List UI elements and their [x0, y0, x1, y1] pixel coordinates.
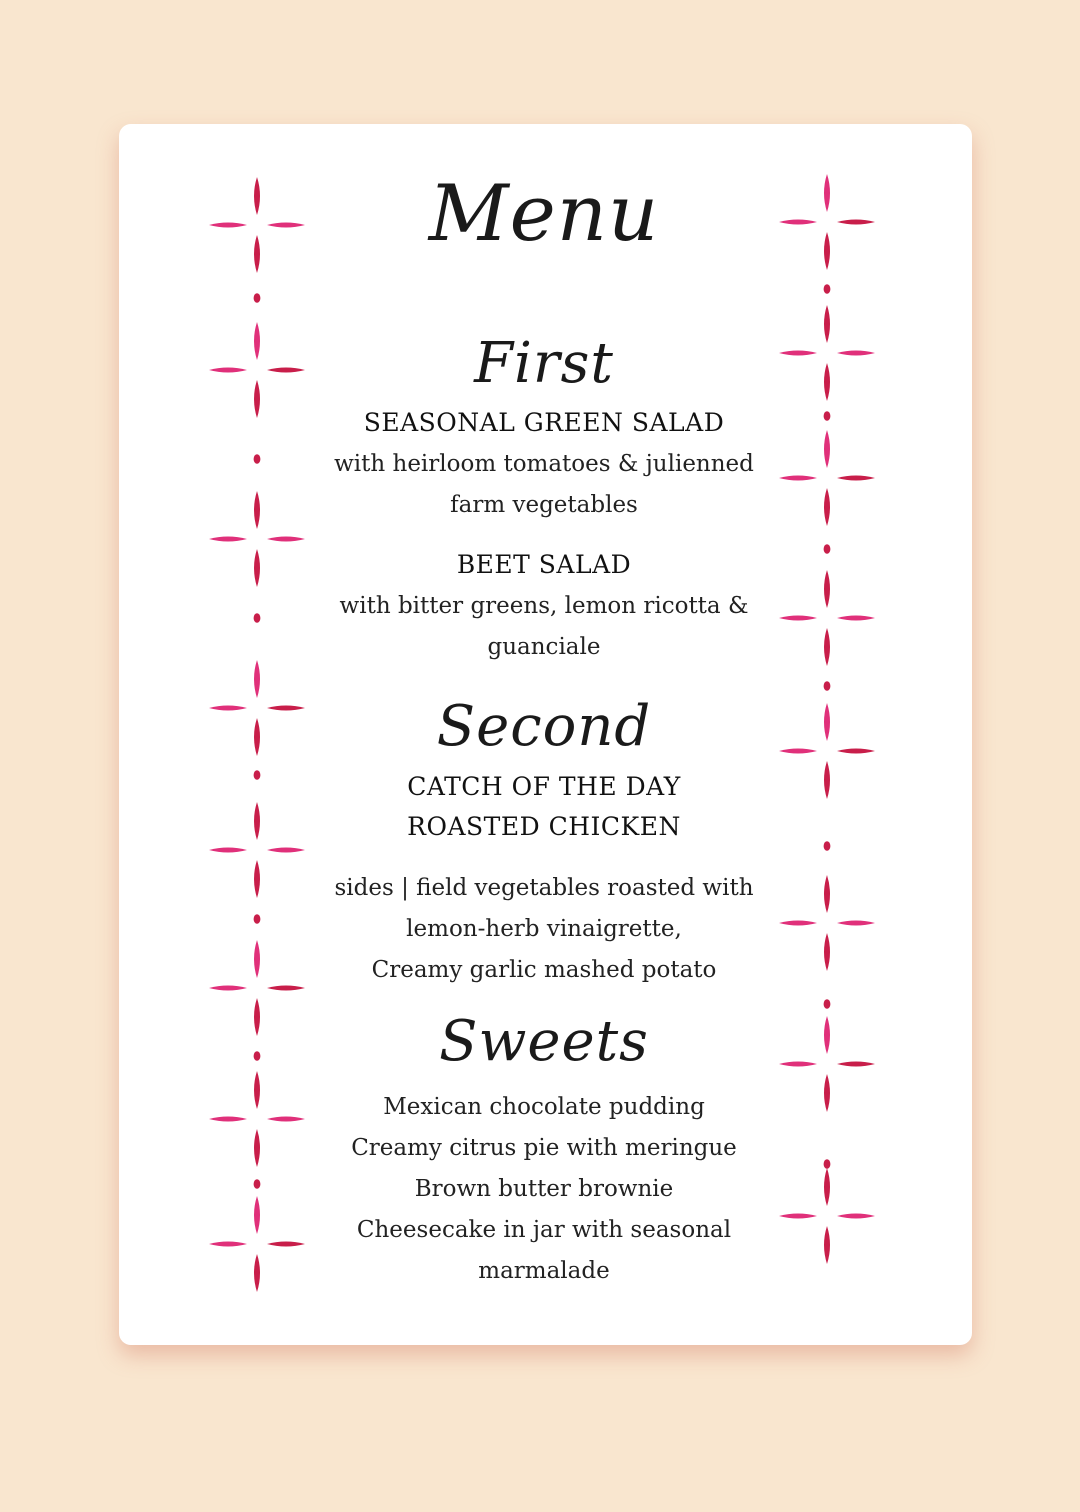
dot-icon — [824, 544, 831, 554]
petal — [254, 802, 260, 840]
petal — [254, 1196, 260, 1234]
petal — [824, 1016, 830, 1054]
dot-icon — [824, 1159, 831, 1169]
section-label-second: Second — [436, 694, 652, 759]
petal — [824, 174, 830, 212]
petal — [837, 616, 875, 621]
sweets-list — [274, 1087, 814, 1292]
petal — [779, 351, 817, 356]
petal — [824, 488, 830, 526]
description-line: guanciale — [487, 634, 601, 660]
petal — [824, 363, 830, 401]
petal — [837, 220, 875, 225]
sides-description — [274, 868, 814, 991]
petal — [779, 749, 817, 754]
petal — [824, 232, 830, 270]
description-line: with bitter greens, lemon ricotta & — [339, 593, 749, 619]
petal — [779, 220, 817, 225]
petal — [267, 223, 305, 228]
dish-name: SEASONAL GREEN SALAD — [363, 408, 725, 437]
dot-icon — [254, 770, 261, 780]
petal — [824, 761, 830, 799]
description-line: with heirloom tomatoes & julienned — [334, 451, 754, 477]
petal — [254, 940, 260, 978]
dot-icon — [254, 914, 261, 924]
dot-icon — [254, 1179, 261, 1189]
dish-description — [274, 444, 814, 526]
dot-icon — [824, 681, 831, 691]
petal — [837, 1214, 875, 1219]
four-petal-star-icon — [779, 305, 875, 401]
petal — [837, 749, 875, 754]
sweet-item: Creamy citrus pie with meringue — [351, 1135, 737, 1161]
dot-icon — [254, 1051, 261, 1061]
petal — [254, 177, 260, 215]
section-label-sweets: Sweets — [439, 1009, 649, 1074]
dish-name: CATCH OF THE DAY — [407, 772, 681, 801]
petal — [779, 1062, 817, 1067]
sides-line: sides | field vegetables roasted with — [334, 875, 754, 901]
sweet-item: Brown butter brownie — [414, 1176, 674, 1202]
menu-title: Menu — [428, 169, 660, 259]
petal — [824, 1074, 830, 1112]
four-petal-star-icon — [779, 703, 875, 799]
section-label-first: First — [474, 331, 614, 396]
dot-icon — [824, 284, 831, 294]
four-petal-star-icon — [209, 322, 305, 418]
petal — [837, 476, 875, 481]
petal — [267, 706, 305, 711]
dish-names — [304, 767, 784, 847]
four-petal-star-icon — [209, 177, 305, 273]
sides-line: Creamy garlic mashed potato — [371, 957, 717, 983]
petal — [824, 305, 830, 343]
sweet-item: Mexican chocolate pudding — [383, 1094, 705, 1120]
petal — [254, 235, 260, 273]
petal — [824, 703, 830, 741]
petal — [209, 848, 247, 853]
petal — [267, 537, 305, 542]
sweet-item: Cheesecake in jar with seasonal — [356, 1217, 732, 1243]
dish-name: BEET SALAD — [456, 550, 632, 579]
sweet-item: marmalade — [478, 1258, 610, 1284]
petal — [837, 921, 875, 926]
petal — [254, 860, 260, 898]
petal — [254, 1071, 260, 1109]
petal — [824, 933, 830, 971]
petal — [254, 1129, 260, 1167]
petal — [837, 351, 875, 356]
petal — [254, 322, 260, 360]
petal — [209, 223, 247, 228]
petal — [824, 570, 830, 608]
dish-description — [274, 586, 814, 668]
petal — [209, 368, 247, 373]
petal — [209, 1117, 247, 1122]
petal — [254, 491, 260, 529]
petal — [824, 430, 830, 468]
petal — [254, 660, 260, 698]
dish-name: ROASTED CHICKEN — [407, 812, 681, 841]
dot-icon — [824, 411, 831, 421]
menu-card — [119, 124, 972, 1345]
dot-icon — [254, 454, 261, 464]
petal — [254, 380, 260, 418]
petal — [209, 1242, 247, 1247]
dot-icon — [824, 999, 831, 1009]
petal — [254, 718, 260, 756]
petal — [209, 986, 247, 991]
petal — [837, 1062, 875, 1067]
petal — [824, 875, 830, 913]
description-line: farm vegetables — [450, 492, 638, 518]
petal — [267, 848, 305, 853]
petal — [254, 998, 260, 1036]
dot-icon — [254, 293, 261, 303]
dot-icon — [824, 841, 831, 851]
petal — [209, 706, 247, 711]
sides-line: lemon-herb vinaigrette, — [406, 916, 682, 942]
four-petal-star-icon — [779, 174, 875, 270]
petal — [209, 537, 247, 542]
four-petal-star-icon — [209, 660, 305, 756]
petal — [824, 628, 830, 666]
petal — [267, 368, 305, 373]
petal — [824, 1168, 830, 1206]
petal — [254, 549, 260, 587]
petal — [824, 1226, 830, 1264]
menu-content — [304, 124, 784, 1345]
petal — [254, 1254, 260, 1292]
dot-icon — [254, 613, 261, 623]
